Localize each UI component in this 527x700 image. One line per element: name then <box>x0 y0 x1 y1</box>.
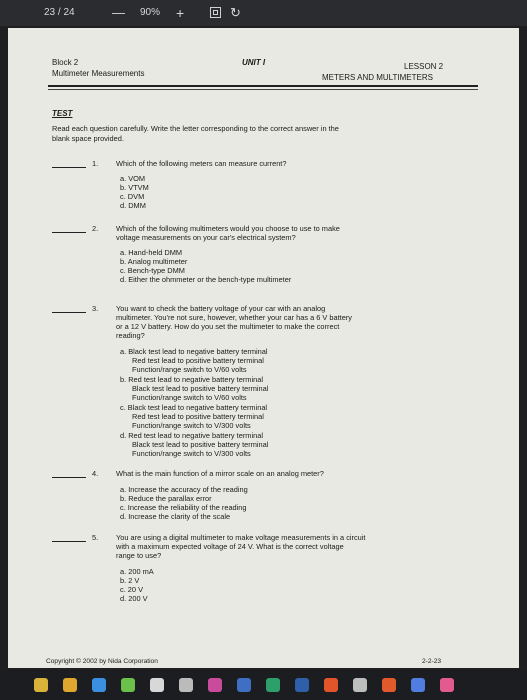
option-detail: Function/range switch to V/60 volts <box>132 365 247 374</box>
header-lesson-title: METERS AND MULTIMETERS <box>322 73 433 82</box>
option: d. Increase the clarity of the scale <box>120 512 231 521</box>
option: b. VTVM <box>120 183 149 192</box>
paint-icon[interactable] <box>440 678 454 692</box>
word-icon[interactable] <box>295 678 309 692</box>
option-detail: Function/range switch to V/300 volts <box>132 449 251 458</box>
header-block: Block 2 <box>52 58 79 67</box>
option: b. Red test lead to negative battery terminal <box>120 375 263 384</box>
question-text: Which of the following multimeters would you choose to use to make <box>116 224 340 233</box>
document-page <box>8 28 519 668</box>
option: b. Analog multimeter <box>120 257 188 266</box>
option: c. DVM <box>120 192 145 201</box>
header-subject: Multimeter Measurements <box>52 69 145 78</box>
header-unit: UNIT I <box>242 58 266 67</box>
zoom-level: 90% <box>140 7 161 18</box>
zoom-out-button[interactable]: — <box>112 5 125 20</box>
files-icon[interactable] <box>92 678 106 692</box>
text-icon[interactable] <box>382 678 396 692</box>
question-number: 5. <box>92 533 99 542</box>
answer-blank-3[interactable] <box>52 312 86 313</box>
header-lesson: LESSON 2 <box>404 62 444 71</box>
question-number: 3. <box>92 304 99 313</box>
option-detail: Red test lead to positive battery terminal <box>132 356 264 365</box>
chrome-icon[interactable] <box>150 678 164 692</box>
header-rule-thin <box>48 89 478 90</box>
question-text: multimeter. You're not sure, however, whether your car has a 6 V battery <box>116 313 352 322</box>
viewer-toolbar <box>0 0 527 26</box>
option-detail: Function/range switch to V/60 volts <box>132 393 247 402</box>
option: c. Black test lead to negative battery terminal <box>120 403 268 412</box>
copyright-notice: Copyright © 2002 by Nida Corporation <box>46 658 158 665</box>
option: b. Reduce the parallax error <box>120 494 212 503</box>
fit-page-icon[interactable] <box>210 7 221 18</box>
option-detail: Black test lead to positive battery terminal <box>132 440 269 449</box>
pin-icon[interactable] <box>179 678 193 692</box>
notes-icon[interactable] <box>237 678 251 692</box>
taskbar <box>0 670 527 700</box>
option: b. 2 V <box>120 576 140 585</box>
test-title: TEST <box>52 109 73 118</box>
option: c. 20 V <box>120 585 144 594</box>
question-text: You are using a digital multimeter to make voltage measurements in a circuit <box>116 533 366 542</box>
header-rule <box>48 85 478 87</box>
option: a. Hand-held DMM <box>120 248 183 257</box>
rotate-icon[interactable]: ↻ <box>230 5 241 20</box>
option: a. VOM <box>120 174 146 183</box>
answer-blank-2[interactable] <box>52 232 86 233</box>
question-text: Which of the following meters can measure current? <box>116 159 287 168</box>
option: c. Increase the reliability of the reading <box>120 503 247 512</box>
zoom-in-button[interactable]: + <box>176 5 185 21</box>
option: d. Either the ohmmeter or the bench-type multimeter <box>120 275 292 284</box>
option: a. 200 mA <box>120 567 154 576</box>
question-text: What is the main function of a mirror scale on an analog meter? <box>116 469 324 478</box>
question-text: range to use? <box>116 551 162 560</box>
mail-icon[interactable] <box>208 678 222 692</box>
option: d. DMM <box>120 201 146 210</box>
question-number: 2. <box>92 224 99 233</box>
games-icon[interactable] <box>411 678 425 692</box>
option: d. Red test lead to negative battery terminal <box>120 431 263 440</box>
answer-blank-1[interactable] <box>52 167 86 168</box>
option-detail: Function/range switch to V/300 volts <box>132 421 251 430</box>
option: a. Increase the accuracy of the reading <box>120 485 248 494</box>
question-text: reading? <box>116 331 145 340</box>
question-number: 4. <box>92 469 99 478</box>
option: c. Bench-type DMM <box>120 266 185 275</box>
answer-blank-5[interactable] <box>52 541 86 542</box>
page-indicator: 23 / 24 <box>44 7 75 18</box>
question-text: voltage measurements on your car's electrical system? <box>116 233 296 242</box>
instructions-line: Read each question carefully. Write the letter corresponding to the correct answer in the <box>52 124 339 133</box>
store-icon[interactable] <box>63 678 77 692</box>
question-text: You want to check the battery voltage of your car with an analog <box>116 304 326 313</box>
option: a. Black test lead to negative battery terminal <box>120 347 268 356</box>
launcher-icon[interactable] <box>121 678 135 692</box>
office-icon[interactable] <box>324 678 338 692</box>
question-text: or a 12 V battery. How do you set the multimeter to make the correct <box>116 322 340 331</box>
page-number: 2-2-23 <box>422 658 442 665</box>
question-number: 1. <box>92 159 99 168</box>
question-text: with a maximum expected voltage of 24 V. What is the correct voltage <box>116 542 344 551</box>
option: d. 200 V <box>120 594 148 603</box>
finder-icon[interactable] <box>34 678 48 692</box>
doc-icon[interactable] <box>353 678 367 692</box>
answer-blank-4[interactable] <box>52 477 86 478</box>
photos-icon[interactable] <box>266 678 280 692</box>
instructions-line: blank space provided. <box>52 134 124 143</box>
option-detail: Red test lead to positive battery terminal <box>132 412 264 421</box>
option-detail: Black test lead to positive battery terminal <box>132 384 269 393</box>
